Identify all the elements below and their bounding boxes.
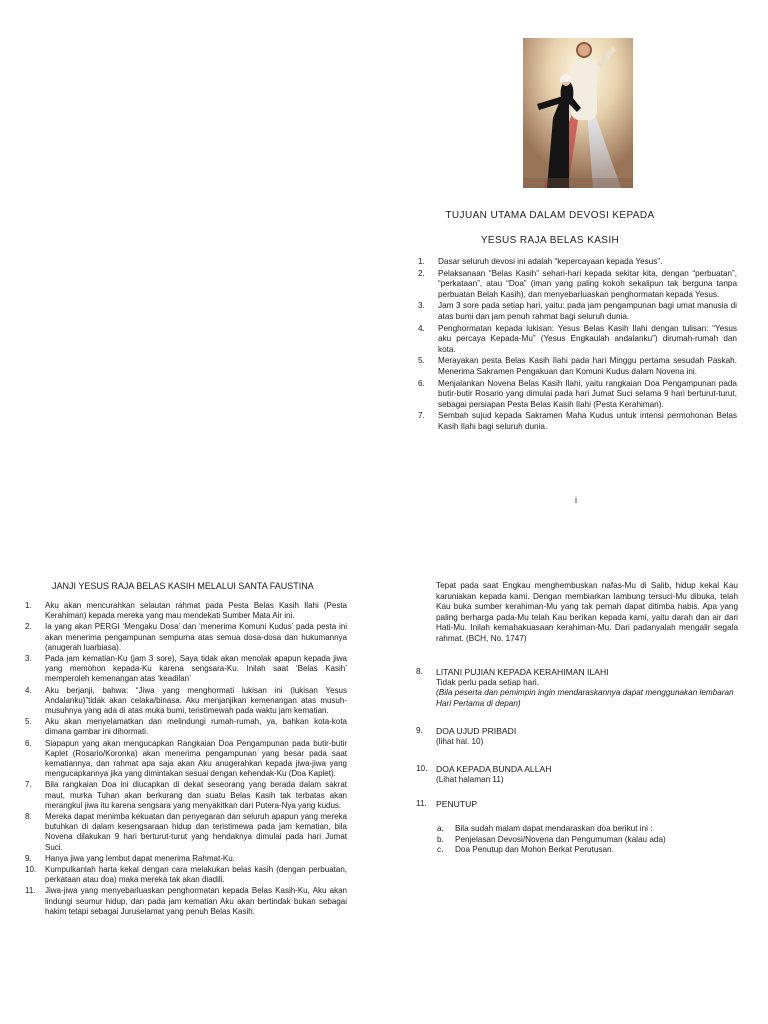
list-item: 10. Kumpulkanlah harta kekal dengan cara melakukan belas kasih (dengan perbuatan, perkataan atau doa) maka mereka tak akan diadili. (25, 865, 347, 885)
list-item: 5. Aku akan menyelamatkan dan melindungi rumah-rumah, ya, bahkan kota-kota dimana gambar ini dihormati. (25, 717, 347, 737)
divine-mercy-picture (523, 38, 633, 188)
list-item: 7. Sembah sujud kepada Sakramen Maha Kudus untuk intensi permohonan Belas Kasih Ilahi bagi seluruh dunia. (418, 411, 737, 431)
section-mary-prayer: 10. DOA KEPADA BUNDA ALLAH (Lihat halaman 11) (416, 764, 738, 785)
divine-mercy-picture-art (523, 38, 633, 188)
list-item: 2. Pelaksanaan “Belas Kasih” sehari-hari kepada sekitar kita, dengan “perbuatan”, “perkataan”, atau “Doa” (iman yang paling kokoh sekalipun tak berguna tanpa perbuatan Belah Kasih), dan menyebarluaskan penghormatan kepada Yesus. (418, 268, 737, 299)
section-mary-prayer-ref: (Lihat halaman 11) (436, 774, 504, 784)
list-item: 4. Penghormatan kepada lukisan: Yesus Belas Kasih Ilahi dengan tulisan: “Yesus aku percaya Kepada-Mu” (Yesus Engkaulah andalanku”) dirumah-rumah dan kota. (418, 323, 737, 354)
top-purpose-list (418, 257, 737, 433)
section-personal-prayer-ref: (lihat hal. 10) (436, 736, 484, 746)
top-title-line1: TUJUAN UTAMA DALAM DEVOSI KEPADA (445, 210, 655, 221)
list-item: 11. Jiwa-jiwa yang menyebarluaskan penghormatan kepada Belas Kasih-Ku, Aku akan lindungi seumur hidup, dan pada jam kematian Aku akan bertindak bukan sebagai hakim tetapi sebagai Juruselamat yang penuh Belas Kasih. (25, 886, 347, 916)
list-item: 6. Menjalankan Novena Belas Kasih Ilahi, yaitu rangkaian Doa Pengampunan pada butir-butir Rosario yang dimulai pada hari Jumat Suci selama 9 hari berturut-turut, sebagai persiapan Pesta Belas Kasih Ilahi (Pesta Kerahiman). (418, 378, 737, 409)
prayer-intro: Tepat pada saat Engkau menghembuskan nafas-Mu di Salib, hidup kekal Kau karuniakan kepada kami. Dengan membiarkan lambung tersuci-Mu dibuka, telah Kau buka sumber kerahiman-Mu yang tak pernah dapat ditimba habis. Apa yang paling berharga pada-Mu telah Kau berikan kepada kami, yaitu darah dan air dari Hati-Mu. Inilah kemahakuasaan kerahiman-Mu. Dari padanyalah mengalir segala rahmat. (BCH, No. 1747) (436, 581, 738, 643)
section-litany-note: Tidak perlu pada setiap hari. (436, 677, 540, 687)
section-personal-prayer-title: DOA UJUD PRIBADI (436, 726, 517, 736)
list-item: 6. Siapapun yang akan mengucapkan Rangkaian Doa Pengampunan pada butir-butir Kaplet (Rosario/Koronka) akan menerima pengampunan yang besar pada saat kematiannya, dan rahmat apa saja akan Aku anugerahkan kepada jiwa-jiwa yang mengucapkannya jika yang dimintakan sesuai dengan kehendak-Ku (Doa Kaplet). (25, 738, 347, 779)
list-item: 4. Aku berjanji, bahwa: “Jiwa yang menghormati lukisan ini (lukisan Yesus Andalanku)”tidak akan celaka/binasa. Aku menjanjikan kemenangan atas musuh-musuhnya yang ada di atas muka bumi, teristimewah pada waktu jam kematian. (25, 685, 347, 716)
section-closing: 11. PENUTUP (416, 799, 738, 810)
closing-sublist (437, 824, 737, 856)
section-mary-prayer-title: DOA KEPADA BUNDA ALLAH (436, 764, 552, 774)
list-item: b. Penjelasan Devosi/Novena dan Pengumuman (kalau ada) (437, 834, 666, 844)
list-item: 5. Merayakan pesta Belas Kasih Ilahi pada hari Minggu pertama sesudah Paskah. Menerima Sakramen Pengakuan dan Komuni Kudus dalam Novena ini. (418, 356, 737, 376)
list-item: 3. Pada jam kematian-Ku (jam 3 sore), Saya tidak akan menolak apapun kepada jiwa yang memohon kepada-Ku karena sengsara-Ku. Inilah saat ‘Belas Kasih’ memperoleh kemenangan atas ‘keadilan’ (25, 654, 347, 684)
list-item: 9. Hanya jiwa yang lembut dapat menerima Rahmat-Ku. (25, 853, 235, 863)
list-item: 3. Jam 3 sore pada setiap hari, yaitu: pada jam pengampunan bagi umat manusia di atas bumi dan jam penuh rahmat bagi seluruh dunia. (418, 301, 737, 321)
section-personal-prayer: 9. DOA UJUD PRIBADI (lihat hal. 10) (416, 726, 738, 747)
section-litany-title: LITANI PUJIAN KEPADA KERAHIMAN ILAHI (436, 667, 609, 677)
list-item: 1. Dasar seluruh devosi ini adalah “kepercayaan kepada Yesus”. (418, 257, 663, 266)
section-litany: 8. LITANI PUJIAN KEPADA KERAHIMAN ILAHI Tidak perlu pada setiap hari. (Bila peserta dan pemimpin ingin mendaraskannya dapat menggunakan lembaran Hari Pertama di depan) (416, 667, 738, 709)
list-item: a. Bila sudah malam dapat mendaraskan doa berikut ini : (437, 824, 653, 833)
list-item: c. Doa Penutup dan Mohon Berkat Perutusan. (437, 845, 614, 855)
left-title: JANJI YESUS RAJA BELAS KASIH MELALUI SANTA FAUSTINA (52, 581, 314, 591)
list-item: 8. Mereka dapat menimba kekuatan dan penyegaran dan seluruh apapun yang mereka butuhkan di dalam kesengsaraan hidup dan teristimewa pada jam kematian, bila Novena dilakukan 9 hari berturut-turut yang hendaknya dimulai pada hari Jumat Suci. (25, 812, 347, 852)
promise-list (25, 601, 347, 917)
top-title-line2: YESUS RAJA BELAS KASIH (480, 235, 620, 246)
top-purpose-list-wrap (418, 257, 737, 434)
list-item: 7. Bila rangkaian Doa ini diucapkan di dekat seseorang yang berada dalam sakrat maut, murka Tuhan akan berkurang dan suatu Belas Kasih tak terbatas akan merangkul jiwa itu karena sengsara yang menyakitkan dari Putera-Nya yang kudus. (25, 780, 347, 810)
section-closing-title: PENUTUP (436, 799, 478, 809)
page-number: i (575, 495, 577, 505)
section-litany-hint: (Bila peserta dan pemimpin ingin mendaraskannya dapat menggunakan lembaran Hari Pertama di depan) (436, 688, 734, 708)
list-item: 1. Aku akan mencurahkan selautan rahmat pada Pesta Belas Kasih Ilahi (Pesta Kerahiman) kepada mereka yang mau mendekati Sumber Mata Air ini. (25, 601, 347, 621)
promise-list-wrap (25, 601, 347, 918)
list-item: 2. Ia yang akan PERGI ‘Mengaku Dosa’ dan ‘menerima Komuni Kudus’ pada pesta ini akan menerima pengampunan sempurna atas semua dosa-dosa dan hukumannya (anugerah luarbiasa). (25, 622, 347, 652)
